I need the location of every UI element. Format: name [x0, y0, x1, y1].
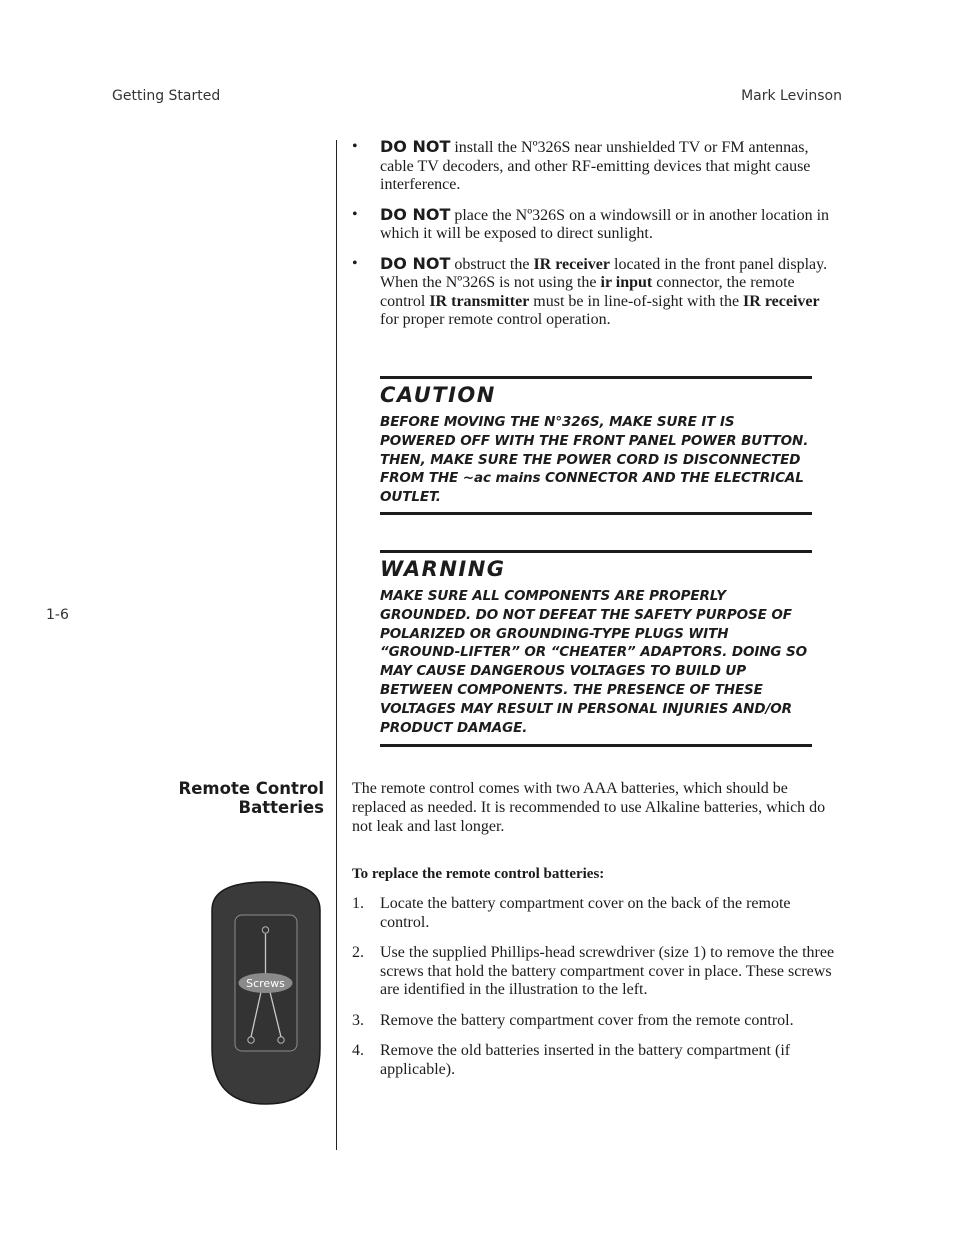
bullet-text: connector, the remote control	[380, 274, 795, 310]
precaution-list	[352, 138, 842, 341]
bullet-text: install the Nº326S near unshielded TV or FM antennas, cable TV decoders, and other RF-emitting devices that might cause interference.	[380, 139, 811, 193]
step-number: 4.	[352, 1042, 364, 1059]
caution-box	[380, 376, 812, 515]
bullet-text: located in the front panel display. When the Nº326S is not using the	[380, 255, 828, 291]
warning-text: MAKE SURE ALL COMPONENTS ARE PROPERLY GROUNDED. DO NOT DEFEAT THE SAFETY PURPOSE OF POLARIZED OR GROUNDING-TYPE PLUGS WITH “GROUND-LIFTER” OR “CHEATER” ADAPTORS. DOING SO MAY CAUSE DANGEROUS VOLTAGES TO BUILD UP BETWEEN COMPONENTS. THE PRESENCE OF THESE VOLTAGES MAY RESULT IN PERSONAL INJURIES AND/OR PRODUCT DAMAGE.	[380, 588, 808, 736]
section-heading-line1: Remote Control	[178, 779, 324, 798]
step-number: 1.	[352, 895, 364, 912]
bullet-marker: •	[352, 138, 358, 155]
bullet-term: IR receiver	[743, 292, 820, 310]
step-text: Remove the battery compartment cover from the remote control.	[380, 1011, 794, 1029]
list-item	[352, 206, 842, 244]
column-divider	[336, 140, 337, 1150]
bullet-text: place the Nº326S on a windowsill or in another location in which it will be exposed to direct sunlight.	[380, 206, 830, 242]
step-item	[352, 944, 842, 1000]
bullet-term: ir input	[600, 274, 653, 291]
step-number: 2.	[352, 944, 364, 961]
page-number: 1-6	[46, 607, 69, 623]
step-item	[352, 895, 842, 932]
list-item	[352, 138, 842, 195]
bullet-term: IR transmitter	[429, 292, 530, 310]
procedure-steps	[352, 895, 842, 1091]
remote-control-illustration	[210, 880, 322, 1106]
running-header-left: Getting Started	[112, 88, 221, 104]
warning-box	[380, 550, 812, 747]
do-not-label: DO NOT	[380, 137, 451, 156]
running-header-right: Mark Levinson	[741, 88, 842, 104]
step-item	[352, 1042, 842, 1079]
do-not-label: DO NOT	[380, 253, 451, 273]
bullet-term: IR receiver	[533, 255, 610, 273]
bullet-marker: •	[352, 205, 358, 223]
section-heading-line2: Batteries	[238, 798, 324, 817]
warning-title: WARNING	[380, 557, 506, 581]
list-item	[352, 255, 842, 330]
step-text: Locate the battery compartment cover on the back of the remote control.	[380, 895, 791, 931]
step-text: Use the supplied Phillips-head screwdriver (size 1) to remove the three screws that hold the battery compartment cover in place. These screws are identified in the illustration to the left.	[380, 944, 835, 998]
caution-text: BEFORE MOVING THE N°326S, MAKE SURE IT IS POWERED OFF WITH THE FRONT PANEL POWER BUTTON. THEN, MAKE SURE THE POWER CORD IS DISCONNECTED FROM THE ~ac mains CONNECTOR AND THE ELECTRICAL OUTLET.	[380, 414, 809, 506]
bullet-marker: •	[352, 254, 358, 272]
step-item	[352, 1012, 842, 1031]
procedure-heading: To replace the remote control batteries:	[352, 866, 605, 882]
screws-label: Screws	[246, 977, 285, 990]
step-text: Remove the old batteries inserted in the battery compartment (if applicable).	[380, 1042, 791, 1078]
caution-title: CAUTION	[380, 383, 496, 407]
do-not-label: DO NOT	[380, 204, 451, 224]
intro-paragraph: The remote control comes with two AAA batteries, which should be replaced as needed. It is recommended to use Alkaline batteries, which do not leak and last longer.	[352, 780, 826, 835]
bullet-text: must be in line-of-sight with the	[529, 292, 744, 310]
step-number: 3.	[352, 1011, 364, 1029]
bullet-text: obstruct the	[450, 255, 534, 273]
bullet-text: for proper remote control operation.	[380, 311, 611, 328]
section-heading	[179, 779, 324, 817]
